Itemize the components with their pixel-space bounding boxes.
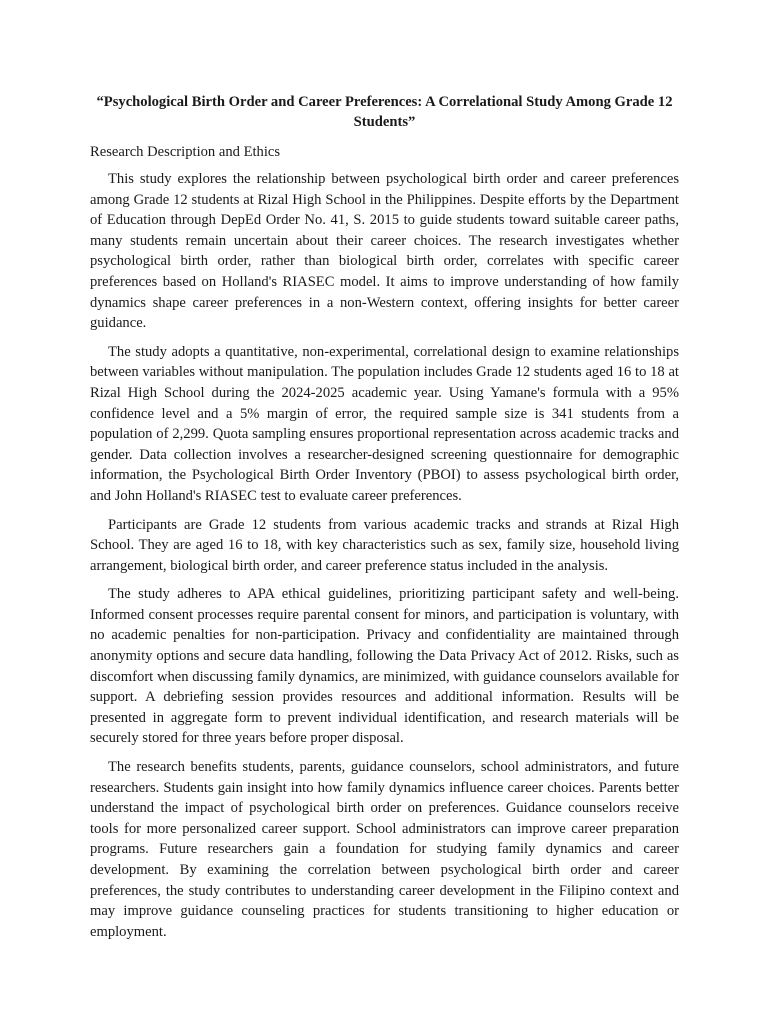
document-page — [90, 92, 679, 950]
paragraph-introduction: This study explores the relationship between psychological birth order and career preferences among Grade 12 students at Rizal High School in the Philippines. Despite efforts by the Department of Education through DepEd Order No. 41, S. 2015 to guide students toward suitable career paths, many students remain uncertain about their career choices. The research investigates whether psychological birth order, rather than biological birth order, correlates with specific career preferences based on Holland's RIASEC model. It aims to improve understanding of how family dynamics shape career preferences in a non-Western context, offering insights for better career guidance. — [90, 171, 679, 332]
paragraph-methodology: The study adopts a quantitative, non-experimental, correlational design to examine relationships between variables without manipulation. The population includes Grade 12 students aged 16 to 18 at Rizal High School during the 2024-2025 academic year. Using Yamane's formula with a 95% confidence level and a 5% margin of error, the required sample size is 341 students from a population of 2,299. Quota sampling ensures proportional representation across academic tracks and gender. Data collection involves a researcher-designed screening questionnaire for demographic information, the Psychological Birth Order Inventory (PBOI) to assess psychological birth order, and John Holland's RIASEC test to evaluate career preferences. — [90, 343, 679, 504]
paragraph-benefits: The research benefits students, parents, guidance counselors, school administrators, and future researchers. Students gain insight into how family dynamics influence career choices. Parents better understand the impact of psychological birth order on preferences. Guidance counselors receive tools for more personalized career support. School administrators can improve career preparation programs. Future researchers gain a foundation for studying family dynamics and career development. By examining the correlation between psychological birth order and career preferences, the study contributes to understanding career development in the Filipino context and may improve guidance counseling practices for students transitioning to higher education or employment. — [90, 759, 679, 940]
paragraph-ethics: The study adheres to APA ethical guidelines, prioritizing participant safety and well-being. Informed consent processes require parental consent for minors, and participation is voluntary, with no academic penalties for non-participation. Privacy and confidentiality are maintained through anonymity options and secure data handling, following the Data Privacy Act of 2012. Risks, such as discomfort when discussing family dynamics, are minimized, with guidance counselors available for support. A debriefing session provides resources and additional information. Results will be presented in aggregate form to prevent individual identification, and research materials will be securely stored for three years before proper disposal. — [90, 586, 679, 747]
paragraph-participants: Participants are Grade 12 students from various academic tracks and strands at Rizal High School. They are aged 16 to 18, with key characteristics such as sex, family size, household living arrangement, biological birth order, and career preference status included in the analysis. — [90, 516, 679, 574]
document-title: “Psychological Birth Order and Career Preferences: A Correlational Study Among Grade 12 Students” — [96, 94, 673, 130]
section-heading: Research Description and Ethics — [90, 144, 281, 160]
